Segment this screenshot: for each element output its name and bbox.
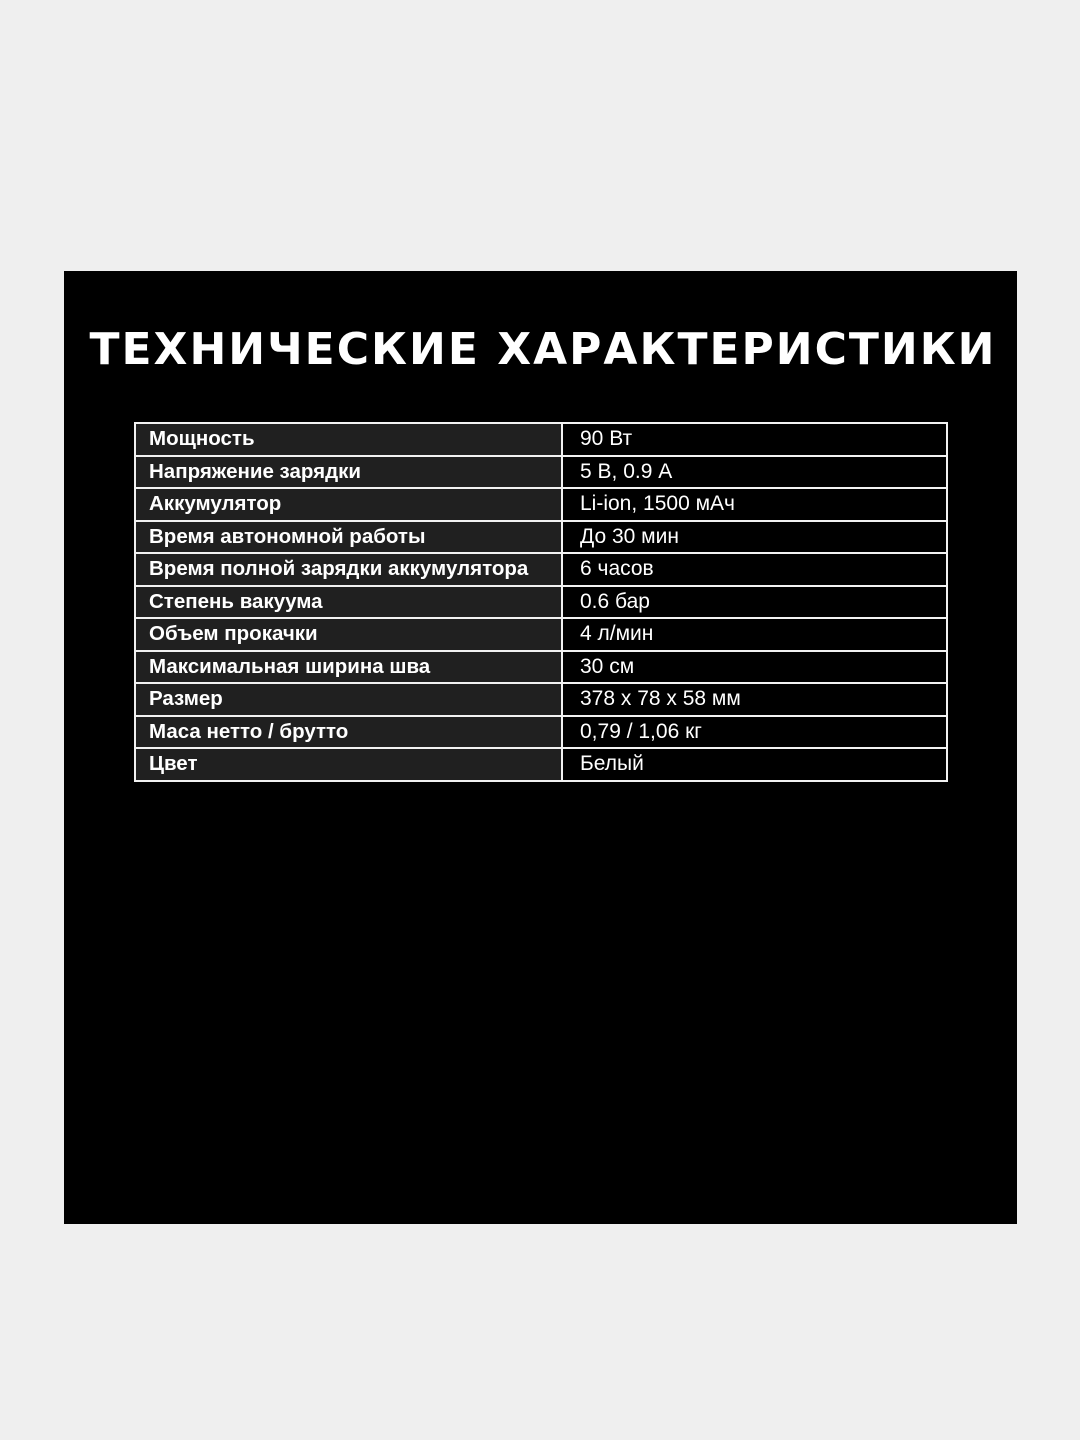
spec-name: Мощность — [135, 423, 562, 456]
spec-value: 30 см — [562, 651, 947, 684]
spec-value: 90 Вт — [562, 423, 947, 456]
spec-value: 4 л/мин — [562, 618, 947, 651]
table-row — [135, 553, 947, 586]
spec-name: Степень вакуума — [135, 586, 562, 619]
table-row — [135, 423, 947, 456]
spec-value: Белый — [562, 748, 947, 781]
table-row — [135, 456, 947, 489]
spec-value: До 30 мин — [562, 521, 947, 554]
spec-value: 6 часов — [562, 553, 947, 586]
spec-name: Время полной зарядки аккумулятора — [135, 553, 562, 586]
table-row — [135, 716, 947, 749]
spec-name: Напряжение зарядки — [135, 456, 562, 489]
table-row — [135, 618, 947, 651]
table-row — [135, 683, 947, 716]
table-row — [135, 748, 947, 781]
table-row — [135, 521, 947, 554]
spec-value: 5 В, 0.9 А — [562, 456, 947, 489]
spec-name: Маса нетто / брутто — [135, 716, 562, 749]
page-title: ТЕХНИЧЕСКИЕ ХАРАКТЕРИСТИКИ — [89, 324, 997, 375]
table-row — [135, 651, 947, 684]
spec-value: Li-ion, 1500 мАч — [562, 488, 947, 521]
spec-name: Время автономной работы — [135, 521, 562, 554]
spec-table — [134, 422, 948, 782]
spec-name: Максимальная ширина шва — [135, 651, 562, 684]
spec-name: Аккумулятор — [135, 488, 562, 521]
spec-value: 0.6 бар — [562, 586, 947, 619]
spec-value: 378 х 78 х 58 мм — [562, 683, 947, 716]
table-row — [135, 488, 947, 521]
spec-value: 0,79 / 1,06 кг — [562, 716, 947, 749]
spec-name: Размер — [135, 683, 562, 716]
spec-name: Объем прокачки — [135, 618, 562, 651]
spec-name: Цвет — [135, 748, 562, 781]
table-row — [135, 586, 947, 619]
